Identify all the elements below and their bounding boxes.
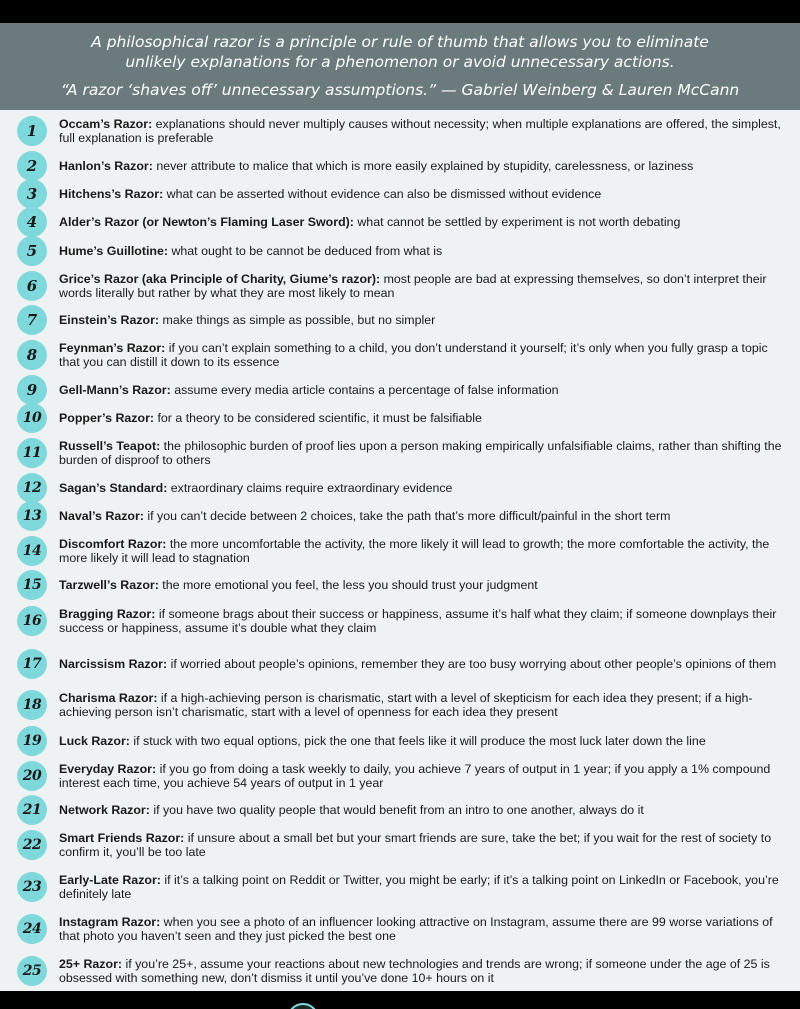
razor-name: Everyday Razor: (59, 761, 157, 776)
razor-text (59, 272, 789, 301)
razor-description: if you’re 25+, assume your reactions about new technologies and trends are wrong; if someone under the age of 25 is obsessed with something new, don’t dismiss it until you’ve done 10+ hours on it (59, 956, 770, 985)
razor-name: Sagan’s Standard: (59, 480, 168, 495)
razor-number-badge: 15 (17, 570, 47, 600)
razor-number-badge: 22 (17, 830, 47, 860)
razor-number-badge: 25 (17, 956, 47, 986)
razor-number-badge: 19 (17, 726, 47, 756)
razor-description: never attribute to malice that which is more easily explained by stupidity, carelessness, or laziness (156, 158, 694, 173)
razor-number-badge: 9 (17, 375, 47, 405)
razor-text (59, 187, 789, 202)
razor-text (59, 117, 789, 146)
razor-number-badge: 2 (17, 151, 47, 181)
razor-text (59, 957, 789, 986)
razor-text (59, 244, 789, 259)
razor-name: Feynman’s Razor: (59, 340, 166, 355)
razor-description: if stuck with two equal options, pick the one that feels like it will produce the most luck later down the line (133, 733, 706, 748)
razor-description: if worried about people’s opinions, remember they are too busy worrying about other people’s opinions of them (170, 656, 777, 671)
razor-number-badge: 16 (17, 606, 47, 636)
razor-description: what cannot be settled by experiment is not worth debating (357, 214, 681, 229)
razor-number-badge: 17 (17, 649, 47, 679)
razor-number-badge: 18 (17, 690, 47, 720)
razor-description: assume every media article contains a percentage of false information (174, 382, 559, 397)
razor-text (59, 159, 789, 174)
razor-name: Alder’s Razor (or Newton’s Flaming Laser Sword): (59, 214, 354, 229)
razor-number-badge: 10 (17, 403, 47, 433)
razor-text (59, 383, 789, 398)
razor-name: Hanlon’s Razor: (59, 158, 153, 173)
razor-name: Gell-Mann’s Razor: (59, 382, 171, 397)
razor-name: Naval’s Razor: (59, 508, 144, 523)
razor-number-badge: 5 (17, 236, 47, 266)
razor-number-badge: 8 (17, 340, 47, 370)
razor-text (59, 411, 789, 426)
razor-name: Einstein’s Razor: (59, 312, 160, 327)
razor-name: Luck Razor: (59, 733, 130, 748)
razor-description: if someone brags about their success or happiness, assume it’s half what they claim; if someone downplays their success or happiness, assume it’s double what they claim (59, 606, 777, 635)
razor-name: Discomfort Razor: (59, 536, 167, 551)
razor-number-badge: 3 (17, 179, 47, 209)
razor-text (59, 657, 789, 672)
razor-name: Instagram Razor: (59, 914, 161, 929)
razor-description: if you go from doing a task weekly to daily, you achieve 7 years of output in 1 year; if you apply a 1% compound interest each time, you achieve 54 years of output in 1 year (59, 761, 771, 790)
razor-name: Popper’s Razor: (59, 410, 155, 425)
razor-number-badge: 14 (17, 536, 47, 566)
razor-text (59, 341, 789, 370)
razor-name: Hume’s Guillotine: (59, 243, 168, 258)
razor-text (59, 803, 789, 818)
razor-text (59, 831, 789, 860)
razor-number-badge: 7 (17, 305, 47, 335)
razor-name: Network Razor: (59, 802, 150, 817)
razor-description: if you can’t explain something to a child, you don’t understand it yourself; it’s only when you fully grasp a topic that you can distill it down to its essence (59, 340, 768, 369)
razor-name: Early-Late Razor: (59, 872, 161, 887)
razor-description: if a high-achieving person is charismatic, start with a level of skepticism for each idea they present; if a high-achieving person isn’t charismatic, start with a level of openness for each idea they present (59, 690, 753, 719)
razor-description: the more uncomfortable the activity, the more likely it will lead to growth; the more comfortable the activity, the more likely it will lead to stagnation (59, 536, 770, 565)
razor-name: Bragging Razor: (59, 606, 156, 621)
razor-number-badge: 24 (17, 914, 47, 944)
razor-description: when you see a photo of an influencer looking attractive on Instagram, assume there are 99 worse variations of that photo you haven’t seen and they just picked the best one (59, 914, 773, 943)
razor-description: explanations should never multiply causes without necessity; when multiple explanations are offered, the simplest, full explanation is preferable (59, 116, 781, 145)
razor-text (59, 481, 789, 496)
razor-description: the more emotional you feel, the less you should trust your judgment (162, 577, 538, 592)
razor-number-badge: 12 (17, 473, 47, 503)
razor-text (59, 537, 789, 566)
razor-description: if you have two quality people that would benefit from an intro to one another, always do it (153, 802, 644, 817)
razor-text (59, 439, 789, 468)
razor-number-badge: 1 (17, 116, 47, 146)
razor-number-badge: 11 (17, 438, 47, 468)
razor-text (59, 215, 789, 230)
razor-name: Smart Friends Razor: (59, 830, 185, 845)
razor-name: Charisma Razor: (59, 690, 158, 705)
razor-description: if you can’t decide between 2 choices, take the path that’s more difficult/painful in the short term (147, 508, 671, 523)
razor-description: what can be asserted without evidence can also be dismissed without evidence (166, 186, 602, 201)
bottom-bar (0, 991, 800, 1009)
intro-header (0, 23, 800, 110)
razor-text (59, 313, 789, 328)
razor-name: Hitchens’s Razor: (59, 186, 164, 201)
razor-name: Narcissism Razor: (59, 656, 168, 671)
razor-quote: “A razor ‘shaves off’ unnecessary assumptions.” — Gabriel Weinberg & Lauren McCann (60, 81, 740, 99)
razor-name: Russell’s Teapot: (59, 438, 161, 453)
razor-text (59, 607, 789, 636)
razor-text (59, 734, 789, 749)
razor-name: Tarzwell’s Razor: (59, 577, 159, 592)
razor-number-badge: 13 (17, 501, 47, 531)
razor-name: 25+ Razor: (59, 956, 123, 971)
razor-text (59, 915, 789, 944)
razor-description: what ought to be cannot be deduced from what is (171, 243, 443, 258)
top-bar (0, 0, 800, 23)
razor-description: the philosophic burden of proof lies upon a person making empirically unfalsifiable claims, rather than shifting the burden of disproof to others (59, 438, 782, 467)
razor-number-badge: 21 (17, 795, 47, 825)
razor-number-badge: 20 (17, 761, 47, 791)
razor-text (59, 691, 789, 720)
razor-number-badge: 6 (17, 271, 47, 301)
razor-description: most people are bad at expressing themselves, so don’t interpret their words literally but rather by what they are most likely to mean (59, 271, 767, 300)
razor-name: Occam’s Razor: (59, 116, 153, 131)
razor-text (59, 509, 789, 524)
razor-number-badge: 23 (17, 872, 47, 902)
razor-text (59, 762, 789, 791)
razor-number-badge: 4 (17, 207, 47, 237)
razor-definition: A philosophical razor is a principle or rule of thumb that allows you to eliminate unlikely explanations for a phenomenon or avoid unnecessary actions. (91, 33, 709, 71)
razor-description: if unsure about a small bet but your smart friends are sure, take the bet; if you wait for the rest of society to confirm it, you’ll be too late (59, 830, 772, 859)
razor-text (59, 578, 789, 593)
razor-description: if it’s a talking point on Reddit or Twitter, you might be early; if it’s a talking point on LinkedIn or Facebook, you’re definitely late (59, 872, 779, 901)
razor-text (59, 873, 789, 902)
razor-description: extraordinary claims require extraordinary evidence (170, 480, 453, 495)
razor-description: make things as simple as possible, but no simpler (162, 312, 436, 327)
razor-description: for a theory to be considered scientific, it must be falsifiable (157, 410, 482, 425)
razor-name: Grice’s Razor (aka Principle of Charity, Giume’s razor): (59, 271, 381, 286)
